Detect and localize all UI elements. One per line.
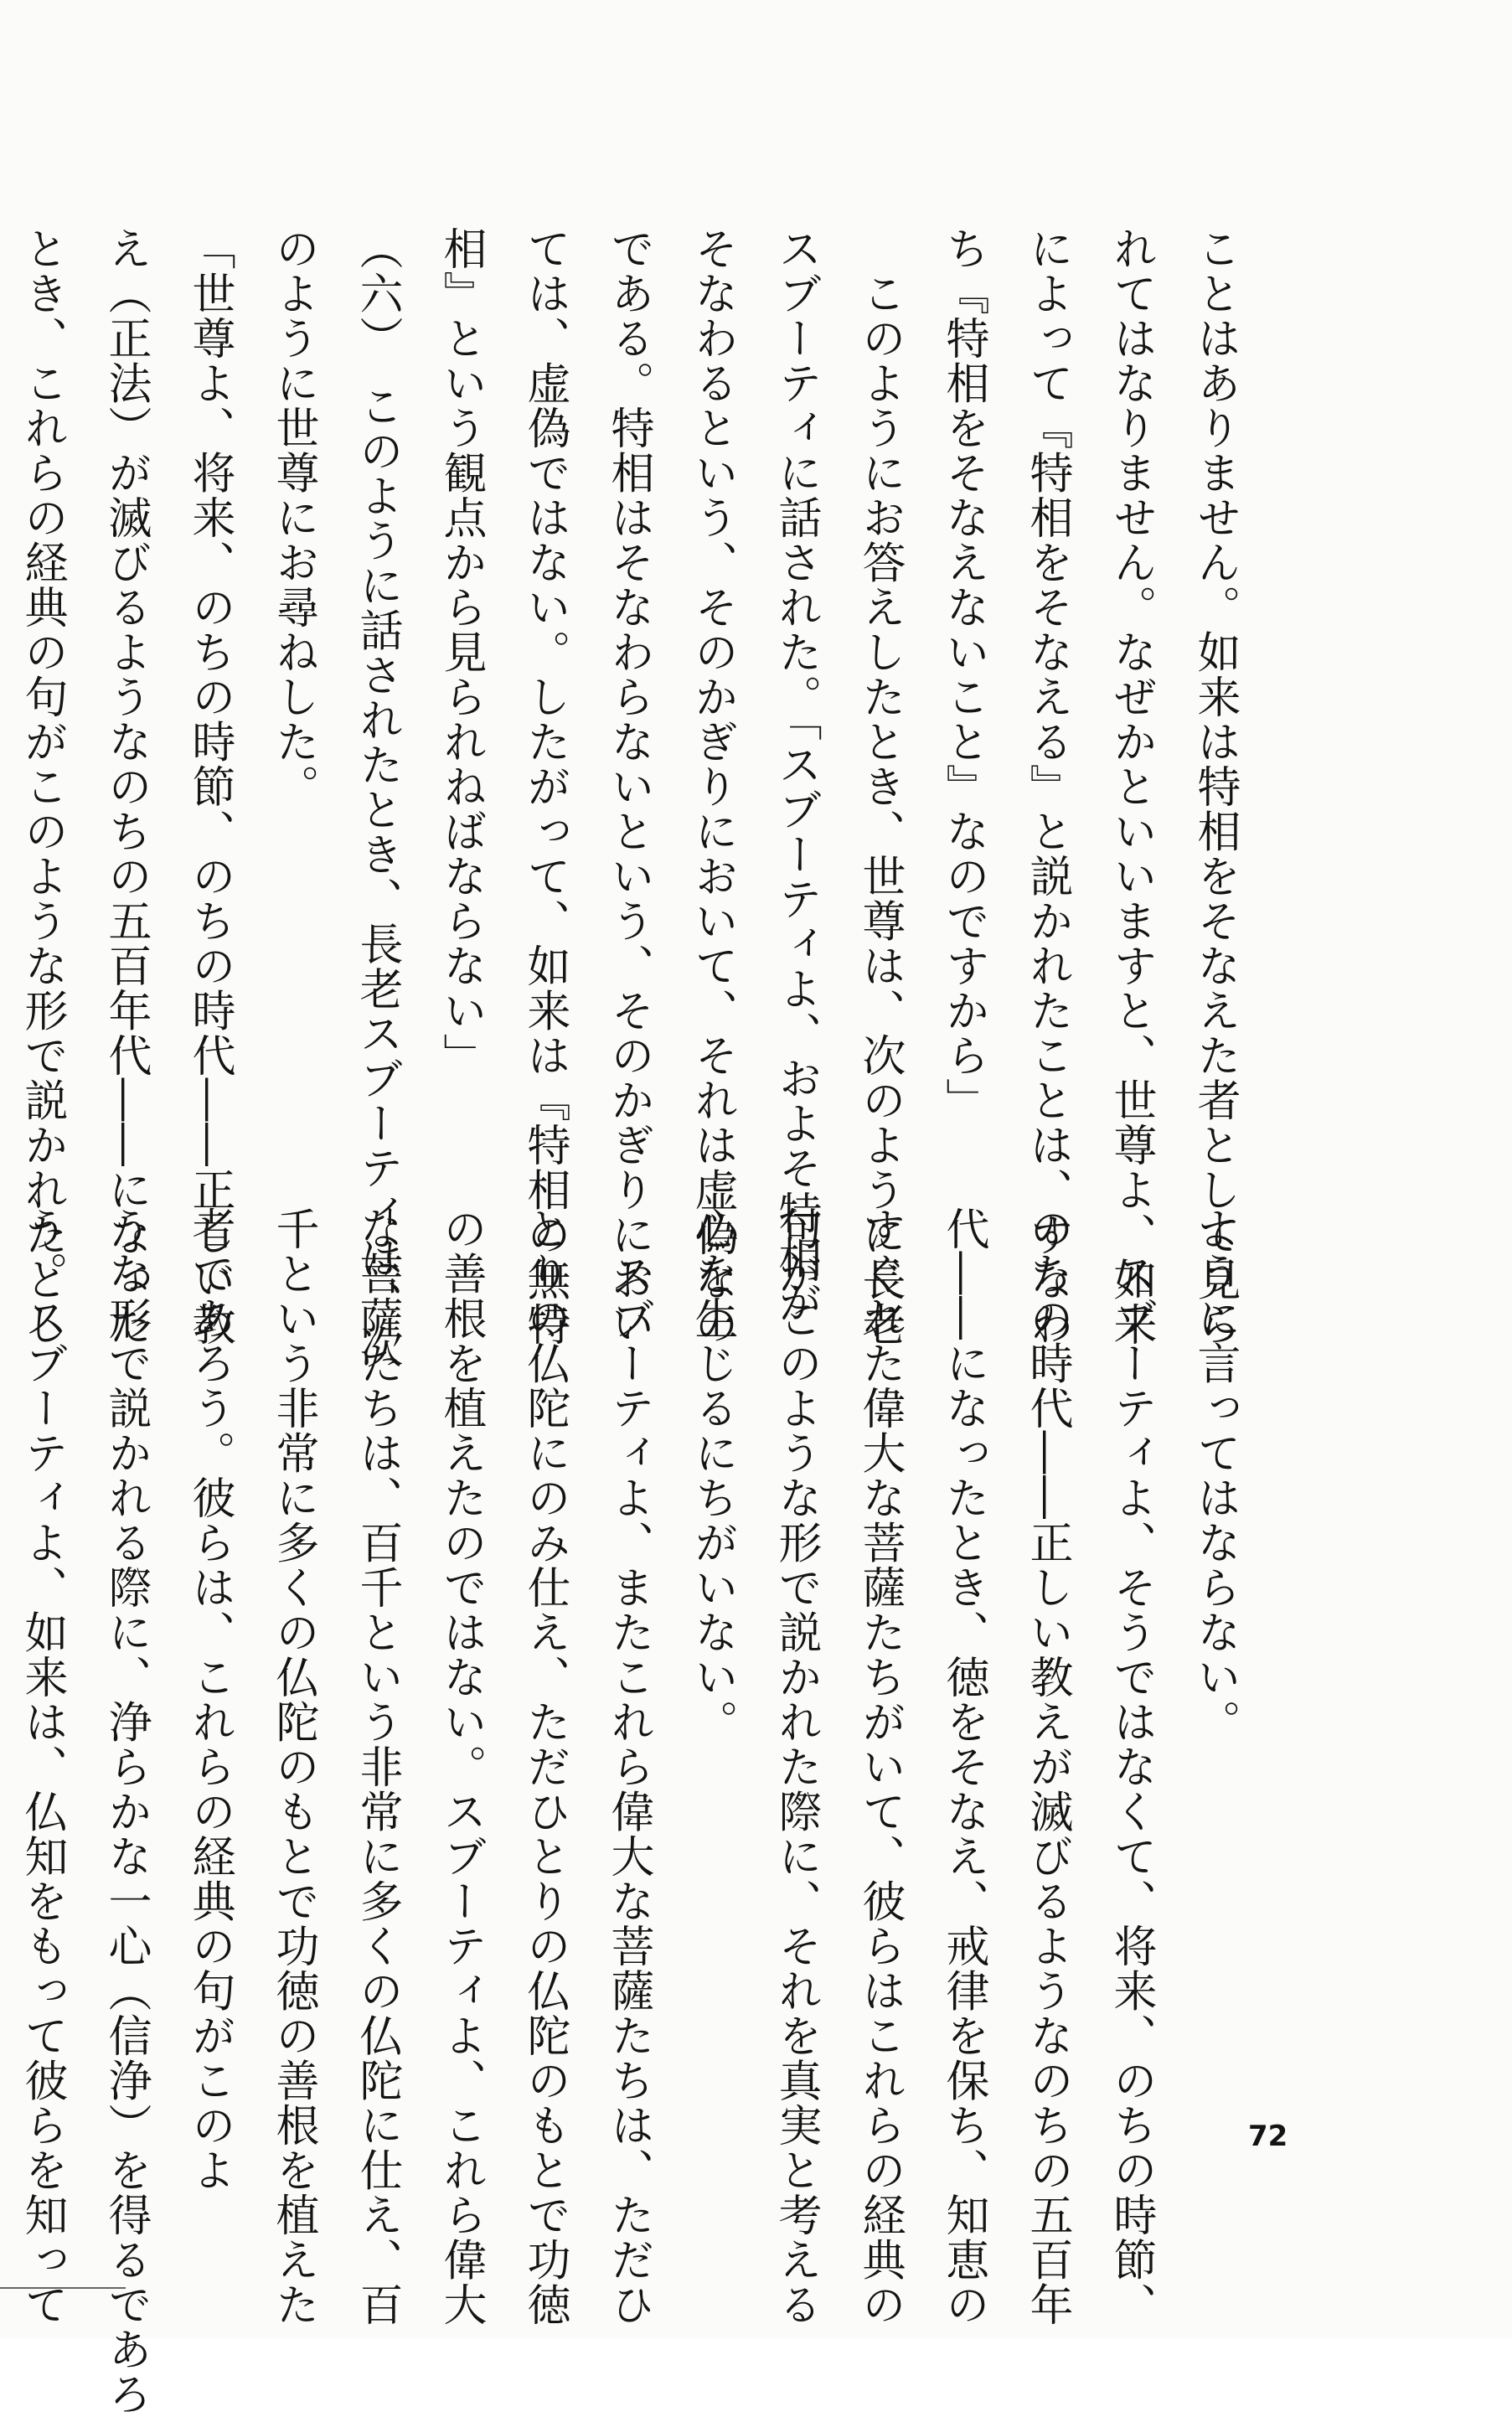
- margin-rule: [0, 2287, 126, 2289]
- lower-text-block: [17, 1206, 1257, 2417]
- text-line: 相』という観点から見られねばならない」: [436, 226, 486, 1078]
- text-line: 「世尊よ、将来、のちの時節、のちの時代――正しい教: [184, 226, 235, 1347]
- text-line: な菩薩たちは、百千という非常に多くの仏陀に仕え、百: [352, 1206, 402, 2327]
- text-line: れてはなりません。なぜかといいますと、世尊よ、如来: [1106, 226, 1156, 1347]
- text-line: 代――になったとき、徳をそなえ、戒律を保ち、知恵の: [938, 1206, 988, 2327]
- text-line: である。特相はそなわらないという、そのかぎりにおい: [603, 226, 653, 1347]
- text-line: そなわるという、そのかぎりにおいて、それは虚偽なの: [687, 226, 737, 1347]
- page-number: 72: [1248, 2120, 1288, 2153]
- text-line: うな形で説かれる際に、浄らかな一心（信浄）を得るであろ: [101, 1206, 151, 2417]
- text-line: の善根を植えたのではない。スブーティよ、これら偉大: [436, 1206, 486, 2327]
- text-line: 千という非常に多くの仏陀のもとで功徳の善根を植えた: [268, 1206, 318, 2327]
- text-line: のように世尊にお尋ねした。: [268, 226, 318, 809]
- text-line: ては、虚偽ではない。したがって、如来は『特相の無特: [519, 226, 570, 1347]
- text-line: ように言ってはならない。: [1189, 1206, 1240, 1744]
- text-line: 心を生じるにちがいない。: [687, 1206, 737, 1744]
- text-line: このようにお答えしたとき、世尊は、次のように長老: [854, 226, 905, 1347]
- text-line: 句がこのような形で説かれた際に、それを真実と考える: [771, 1206, 821, 2327]
- text-line: え（正法）が滅びるようなのちの五百年代――になった: [101, 226, 151, 1347]
- text-line: スブーティよ、そうではなくて、将来、のちの時節、: [1106, 1206, 1156, 2327]
- text-line: （六） このように話されたとき、長老スブーティは、次: [352, 226, 402, 1370]
- text-line: によって『特相をそなえる』と説かれたことは、すなわ: [1022, 226, 1072, 1347]
- text-line: スブーティよ、またこれら偉大な菩薩たちは、ただひ: [603, 1206, 653, 2327]
- text-line: スブーティに話された。「スブーティよ、およそ特相が: [771, 226, 821, 1325]
- text-line: とりの仏陀にのみ仕え、ただひとりの仏陀のもとで功徳: [519, 1206, 570, 2327]
- text-line: のちの時代――正しい教えが滅びるようなのちの五百年: [1022, 1206, 1072, 2327]
- text-line: ち『特相をそなえないこと』なのですから」: [938, 226, 988, 1123]
- text-line: すぐれた偉大な菩薩たちがいて、彼らはこれらの経典の: [854, 1206, 905, 2327]
- text-line: とき、これらの経典の句がこのような形で説かれたとし: [17, 226, 67, 1347]
- text-line: う。スブーティよ、如来は、仏知をもって彼らを知って: [17, 1206, 67, 2327]
- text-line: 者であろう。彼らは、これらの経典の句がこのよ: [184, 1206, 235, 2192]
- text-line: ことはありません。如来は特相をそなえた者として見ら: [1189, 226, 1240, 1347]
- upper-text-block: [17, 226, 1257, 1370]
